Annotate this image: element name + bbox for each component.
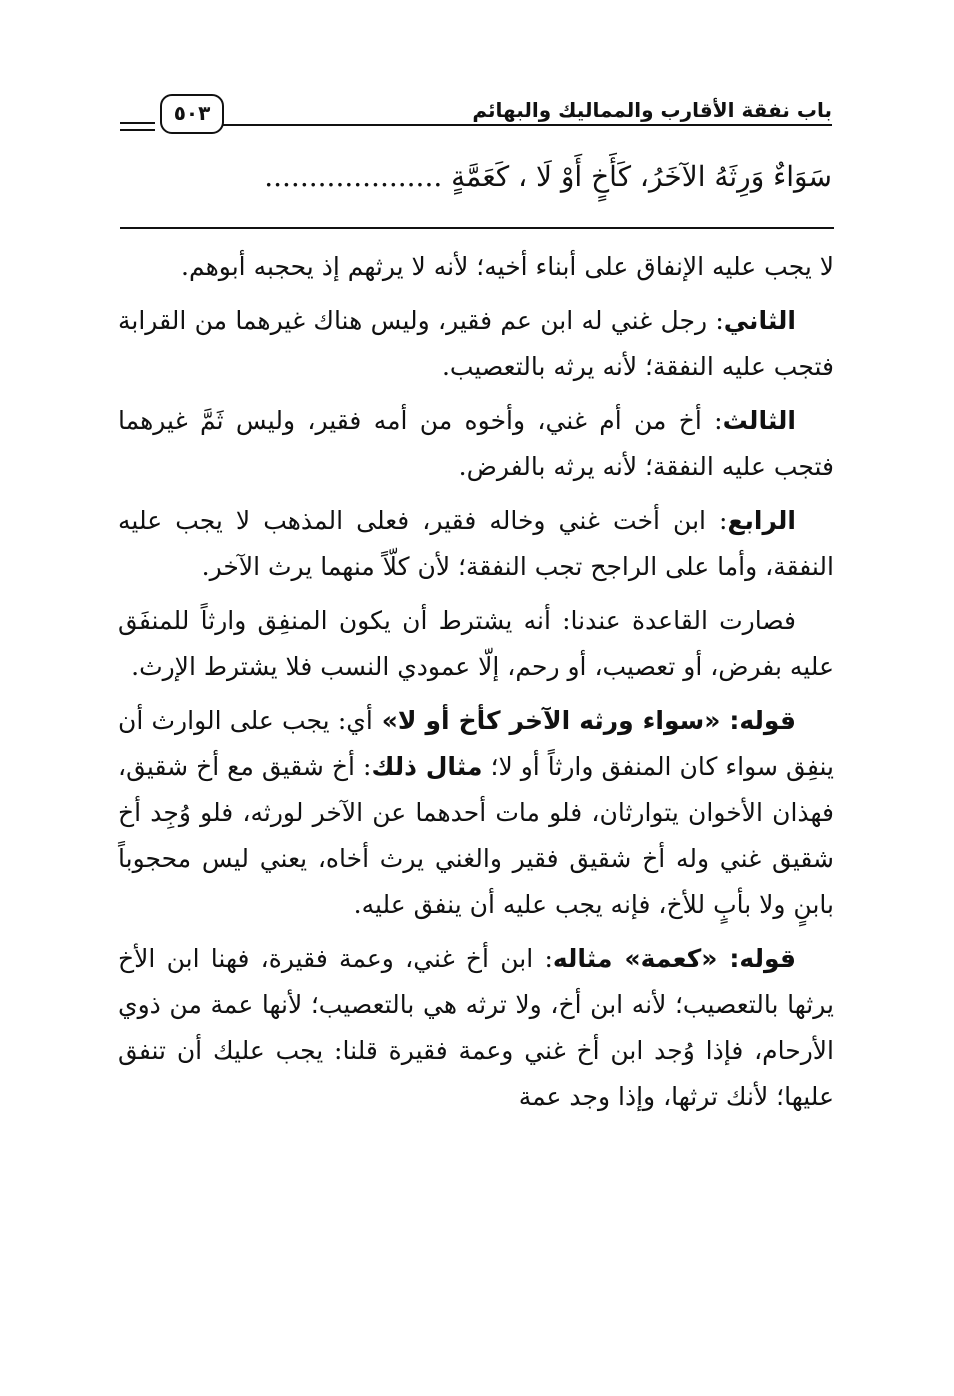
paragraph-text: : ابن أخت غني وخاله فقير، فعلى المذهب لا يجب عليه النفقة، وأما على الراجح تجب النفقة؛ لأن كلّاً منهما يرث الآخر. <box>118 506 834 581</box>
paragraph-5 <box>118 598 834 690</box>
header-rule-left <box>120 122 155 131</box>
paragraph-quote: «كعمة» <box>612 944 730 973</box>
matn-text: سَوَاءٌ وَرِثَهُ الآخَرُ، كَأَخٍ أَوْ لَا ، كَعَمَّةٍ .................... <box>264 160 832 193</box>
header-rule <box>220 124 832 126</box>
paragraph-lead-2: مثال ذلك <box>371 752 483 781</box>
paragraph-4 <box>118 498 834 590</box>
paragraph-lead: الرابع <box>727 506 796 535</box>
running-header <box>120 90 832 140</box>
commentary-body <box>118 244 834 1128</box>
paragraph-lead: الثالث <box>722 406 796 435</box>
paragraph-text: لا يجب عليه الإنفاق على أبناء أخيه؛ لأنه لا يرثهم إذ يحجبه أبوهم. <box>181 252 834 281</box>
paragraph-lead-2: مثاله <box>552 944 613 973</box>
page-number: ٥٠٣ <box>160 94 224 134</box>
paragraph-quote: «سواء ورثه الآخر كأخ أو لا» <box>372 706 730 735</box>
paragraph-7 <box>118 936 834 1120</box>
matn-rule <box>120 227 834 229</box>
paragraph-lead: قوله: <box>729 706 796 735</box>
paragraph-lead: قوله: <box>729 944 796 973</box>
paragraph-3 <box>118 398 834 490</box>
paragraph-lead: الثاني <box>723 306 796 335</box>
paragraph-text-2: : أخ شقيق مع أخ شقيق، فهذان الأخوان يتوارثان، فلو مات أحدهما عن الآخر لورثه، فلو وُجِد أخ شقيق غني وله أخ شقيق فقير والغني يرث أخاه، يعني ليس محجوباً بابنٍ ولا بأبٍ للأخ، فإنه يجب عليه أن ينفق عليه. <box>118 752 834 919</box>
paragraph-text: أي: يجب على الوارث أن ينفِق سواء كان المنفق وارثاً أو لا؛ <box>118 706 835 781</box>
paragraph-6 <box>118 698 834 928</box>
paragraph-text: : رجل غني له ابن عم فقير، وليس هناك غيرهما من القرابة فتجب عليه النفقة؛ لأنه يرثه بالتعصيب. <box>118 306 834 381</box>
paragraph-text: : أخ من أم غني، وأخوه من أمه فقير، وليس ثَمَّ غيرهما فتجب عليه النفقة؛ لأنه يرثه بالفرض. <box>118 406 834 481</box>
paragraph-text: : ابن أخ غني، وعمة فقيرة، فهنا ابن الأخ يرثها بالتعصيب؛ لأنه ابن أخ، ولا ترثه هي بالتعصيب؛ لأنها عمة من ذوي الأرحام، فإذا وُجد ابن أخ غني وعمة فقيرة قلنا: يجب عليك أن تنفق عليها؛ لأنك ترثها، وإذا وجد عمة <box>118 944 834 1111</box>
paragraph-2 <box>118 298 834 390</box>
paragraph-1 <box>118 244 834 290</box>
paragraph-text: فصارت القاعدة عندنا: أنه يشترط أن يكون المنفِق وارثاً للمنفَق عليه بفرض، أو تعصيب، أو رحم، إلّا عمودي النسب فلا يشترط الإرث. <box>118 606 834 681</box>
chapter-title: باب نفقة الأقارب والمماليك والبهائم <box>472 98 832 122</box>
